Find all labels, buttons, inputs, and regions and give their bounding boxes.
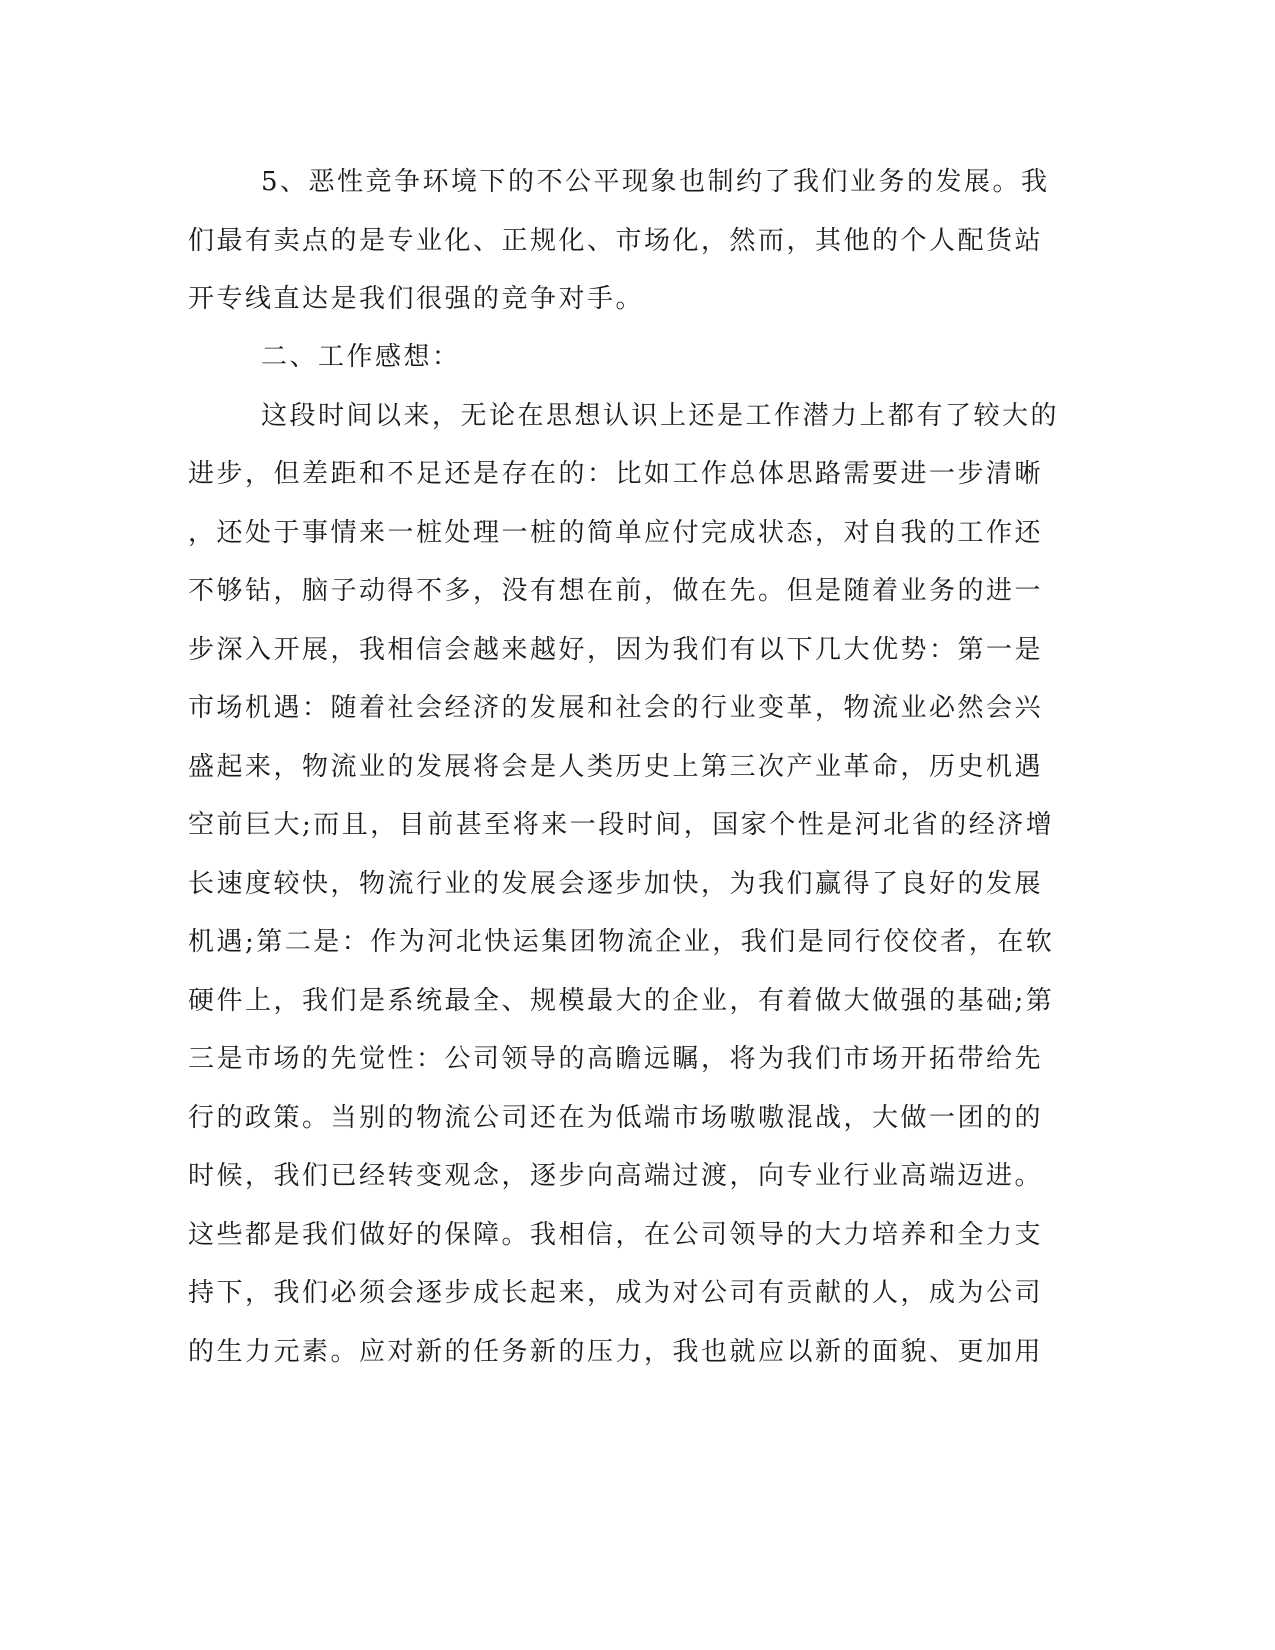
text-line: 的生力元素。应对新的任务新的压力，我也就应以新的面貌、更加用	[188, 1337, 1044, 1367]
text-line: 行的政策。当别的物流公司还在为低端市场嗷嗷混战，大做一团的的	[188, 1103, 1044, 1133]
text-line: 市场机遇：随着社会经济的发展和社会的行业变革，物流业必然会兴	[188, 693, 1044, 723]
text-line: 长速度较快，物流行业的发展会逐步加快，为我们赢得了良好的发展	[188, 869, 1044, 899]
text-line: 步深入开展，我相信会越来越好，因为我们有以下几大优势：第一是	[188, 635, 1044, 665]
text-line: 机遇;第二是：作为河北快运集团物流企业，我们是同行佼佼者，在软	[188, 927, 1055, 957]
text-line: 这段时间以来，无论在思想认识上还是工作潜力上都有了较大的	[261, 401, 1060, 431]
text-line: 空前巨大;而且，目前甚至将来一段时间，国家个性是河北省的经济增	[188, 810, 1055, 840]
text-line: 三是市场的先觉性：公司领导的高瞻远瞩，将为我们市场开拓带给先	[188, 1044, 1044, 1074]
text-line: 硬件上，我们是系统最全、规模最大的企业，有着做大做强的基础;第	[188, 986, 1055, 1016]
text-line: 开专线直达是我们很强的竞争对手。	[188, 284, 645, 314]
text-line: ，还处于事情来一桩处理一桩的简单应付完成状态，对自我的工作还	[188, 518, 1044, 548]
text-line: 这些都是我们做好的保障。我相信，在公司领导的大力培养和全力支	[188, 1220, 1044, 1250]
text-line: 进步，但差距和不足还是存在的：比如工作总体思路需要进一步清晰	[188, 459, 1044, 489]
section-heading: 二、工作感想：	[261, 342, 461, 372]
text-line: 持下，我们必须会逐步成长起来，成为对公司有贡献的人，成为公司	[188, 1278, 1044, 1308]
text-line: 时候，我们已经转变观念，逐步向高端过渡，向专业行业高端迈进。	[188, 1161, 1044, 1191]
text-line: 盛起来，物流业的发展将会是人类历史上第三次产业革命，历史机遇	[188, 752, 1044, 782]
text-line: 不够钻，脑子动得不多，没有想在前，做在先。但是随着业务的进一	[188, 576, 1044, 606]
text-line: 5、恶性竞争环境下的不公平现象也制约了我们业务的发展。我	[261, 167, 1050, 197]
text-line: 们最有卖点的是专业化、正规化、市场化，然而，其他的个人配货站	[188, 226, 1044, 256]
